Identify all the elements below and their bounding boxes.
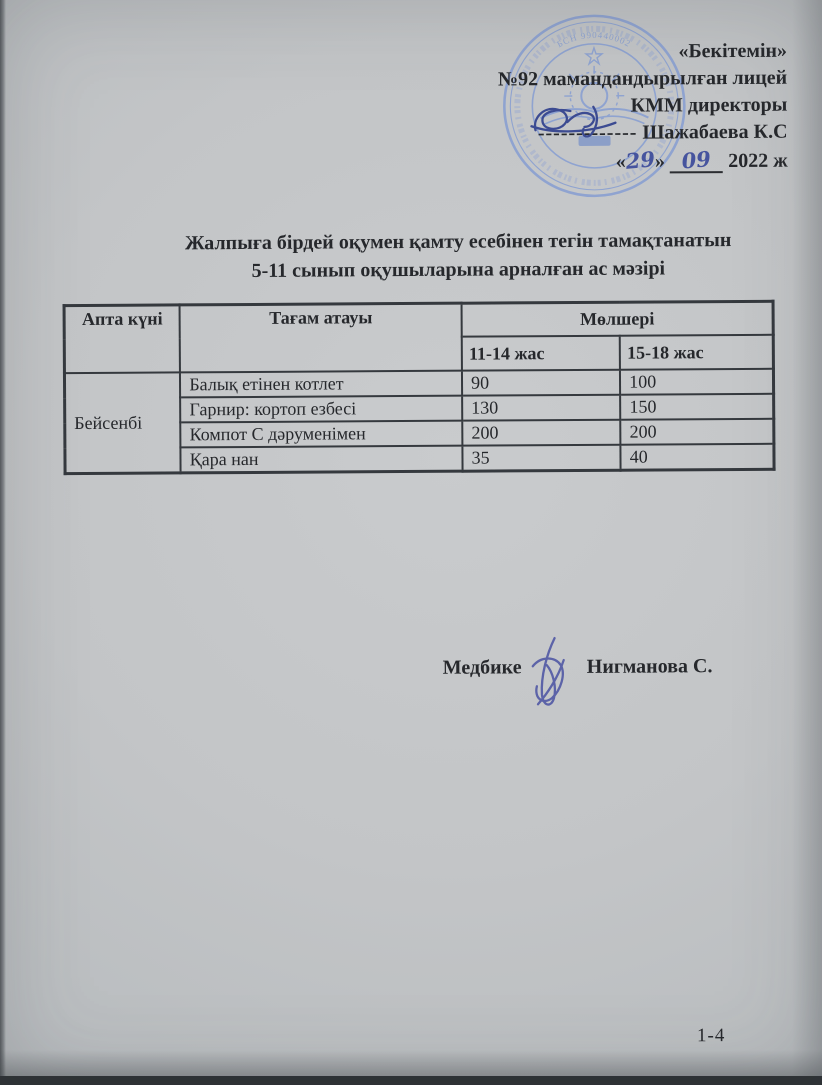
day-cell: Бейсенбі (64, 372, 180, 473)
menu-table (63, 300, 776, 475)
approval-date-line (498, 146, 787, 177)
dish-cell: Қара нан (181, 446, 463, 473)
dish-cell: Балық етінен котлет (180, 371, 462, 398)
approval-block (498, 38, 788, 177)
dish-cell: Гарнир: кортоп езбесі (180, 396, 462, 423)
date-year: 2022 ж (728, 149, 788, 173)
director-signature-line (498, 119, 787, 148)
page-number: 1-4 (696, 1025, 726, 1047)
photo-edge-right (792, 0, 822, 1085)
stamp-ring-text: БСН 990440002 (555, 29, 633, 50)
handwritten-day: 29 (624, 146, 657, 174)
amount-15-18-cell: 40 (621, 444, 774, 470)
col-header-day: Апта күні (64, 305, 180, 373)
month-blank-line (670, 145, 723, 174)
col-header-dish: Тағам атауы (180, 303, 462, 372)
col-header-amount: Мөлшері (462, 301, 774, 336)
amount-11-14-cell: 35 (462, 445, 620, 471)
title-line-1: Жалпыға бірдей оқумен қамту есебінен тегін тамақтанатын (184, 229, 732, 255)
nurse-name: Нигманова С. (586, 655, 713, 678)
photo-edge-bottom (0, 1076, 822, 1085)
amount-15-18-cell: 150 (620, 394, 773, 420)
col-header-age-15-18: 15-18 жас (620, 335, 773, 370)
approval-word: «Бекітемін» (678, 39, 788, 63)
signature-dashes: ------------- (537, 121, 638, 145)
nurse-signature-icon (521, 632, 578, 718)
amount-15-18-cell: 100 (620, 369, 773, 395)
photo-edge-left (0, 0, 6, 1085)
amount-11-14-cell: 90 (462, 370, 620, 396)
amount-15-18-cell: 200 (621, 419, 774, 445)
amount-11-14-cell: 200 (462, 420, 620, 446)
photo-edge-bottom-fade (0, 1050, 822, 1076)
school-name: №92 мамандандырылған лицей (497, 66, 788, 91)
nurse-role-label: Медбике (442, 656, 522, 679)
date-open-quote: « (615, 150, 626, 173)
director-signature-icon (527, 98, 619, 145)
director-name: Шажабаева К.С (642, 120, 788, 144)
amount-11-14-cell: 130 (462, 395, 620, 421)
handwritten-month: 09 (680, 145, 713, 174)
director-title: КММ директоры (630, 93, 788, 117)
document-title (96, 225, 820, 285)
dish-cell: Компот С дәруменімен (181, 421, 463, 448)
date-close-quote: » (654, 150, 665, 173)
title-line-2: 5-11 сынып оқушыларына арналған ас мәзірі (251, 257, 666, 282)
col-header-age-11-14: 11-14 жас (462, 336, 620, 371)
